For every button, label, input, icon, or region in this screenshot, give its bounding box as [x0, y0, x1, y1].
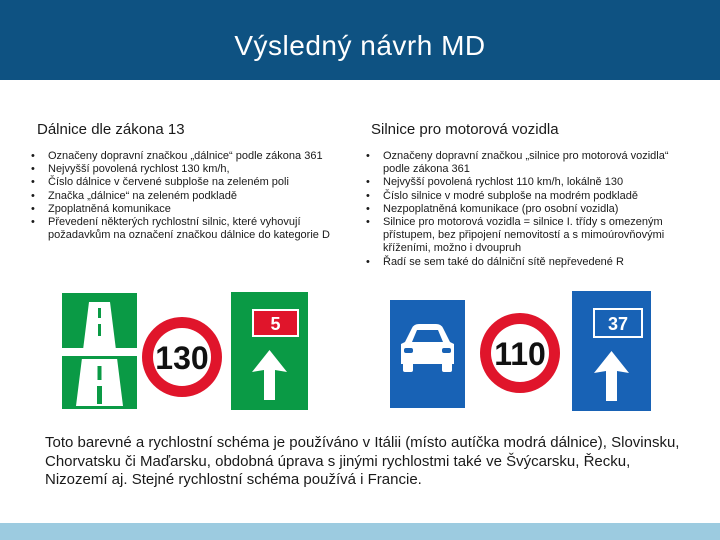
- left-column-heading: Dálnice dle zákona 13: [37, 121, 185, 138]
- right-column-heading: Silnice pro motorová vozidla: [371, 121, 559, 138]
- list-item: • Nejvyšší povolená rychlost 130 km/h,: [28, 163, 338, 176]
- left-bullet-list: [28, 150, 338, 242]
- speed-limit-value: 110: [494, 336, 546, 372]
- speed-limit-value: 130: [155, 340, 209, 376]
- footer-bar: [0, 523, 720, 540]
- list-item: • Značka „dálnice“ na zeleném podkladě: [28, 190, 338, 203]
- car-sign-icon: [388, 298, 467, 410]
- list-item: • Číslo silnice v modré subploše na modrém podkladě: [363, 190, 693, 203]
- title-bar: [0, 0, 720, 80]
- road-number-label: 37: [607, 314, 629, 334]
- bottom-paragraph: Toto barevné a rychlostní schéma je používáno v Itálii (místo autíčka modrá dálnice), Slovinsku, Chorvatsku či Maďarsku, obdobná úprava s jinými rychlostmi také ve Švýcarsku, Řecku, Nizozemí aj. Stejné rychlostní schéma používá i Francie.: [45, 434, 680, 488]
- list-item: • Nejvyšší povolená rychlost 110 km/h, lokálně 130: [363, 176, 693, 189]
- slide-title: Výsledný návrh MD: [234, 30, 486, 61]
- list-item: • Převedení některých rychlostní silnic, které vyhovují požadavkům na označení značkou dálnice do kategorie D: [28, 216, 338, 242]
- right-bullet-list: [363, 150, 693, 269]
- speed-limit-130-sign: [141, 316, 223, 398]
- list-item: • Číslo dálnice v červené subploše na zeleném poli: [28, 176, 338, 189]
- list-item: • Označeny dopravní značkou „silnice pro motorová vozidla“ podle zákona 361: [363, 150, 693, 176]
- list-item: • Zpoplatněná komunikace: [28, 203, 338, 216]
- list-item: • Označeny dopravní značkou „dálnice“ podle zákona 361: [28, 150, 338, 163]
- motorway-sign-icon: [59, 290, 140, 412]
- motorway-number-sign: [229, 290, 310, 412]
- list-item: • Silnice pro motorová vozidla = silnice I. třídy s omezeným přístupem, bez připojení nemovitostí a s mimoúrovňovými kříženími, možno i dvoupruh: [363, 216, 693, 256]
- list-item: • Řadí se sem také do dálniční sítě nepřevedené R: [363, 256, 693, 269]
- road-number-label: 5: [270, 314, 281, 334]
- speed-limit-110-sign: [479, 312, 561, 394]
- expressway-number-sign: [570, 289, 653, 413]
- list-item: • Nezpoplatněná komunikace (pro osobní vozidla): [363, 203, 693, 216]
